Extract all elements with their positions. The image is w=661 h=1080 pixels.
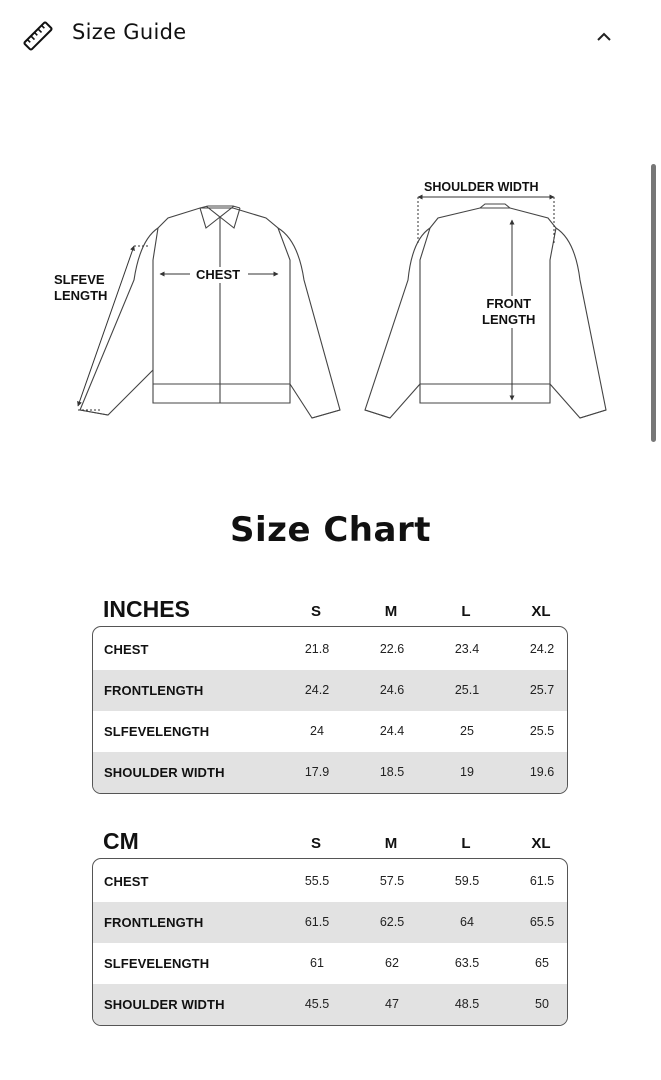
table-cell: 65 [535,956,549,970]
chevron-up-icon[interactable] [594,28,614,44]
row-label: FRONTLENGTH [104,683,204,698]
table-cell: 50 [535,997,549,1011]
table-cell: 48.5 [454,997,480,1011]
table-cell: 25.7 [529,683,555,697]
table-row [93,711,567,752]
table-cell: 25.1 [454,683,480,697]
table-cell: 64 [460,915,474,929]
table-cell: 45.5 [304,997,330,1011]
table-cell: 17.9 [304,765,330,779]
table-cell: 57.5 [379,874,405,888]
table-cell: 21.8 [304,642,330,656]
sleeve-length-label: SLFEVE LENGTH [54,272,108,303]
table-cell: 25 [460,724,474,738]
row-label: CHEST [104,874,149,889]
row-label: SLFEVELENGTH [104,956,210,971]
front-length-label: FRONT LENGTH [482,296,536,327]
table-cell: 47 [385,997,399,1011]
row-label: SHOULDER WIDTH [104,997,225,1012]
table-cell: 55.5 [304,874,330,888]
size-column-header: S [310,835,321,852]
scrollbar-thumb[interactable] [651,164,656,442]
table-row [93,670,567,711]
table-cell: 23.4 [454,642,480,656]
table-row [93,902,567,943]
table-cell: 25.5 [529,724,555,738]
table-cell: 19.6 [529,765,555,779]
table-row [93,861,567,902]
size-chart-title: Size Chart [230,510,431,550]
table-cell: 24.4 [379,724,405,738]
table-cell: 61.5 [529,874,555,888]
table-cell: 19 [460,765,474,779]
table-cell: 22.6 [379,642,405,656]
shoulder-width-label: SHOULDER WIDTH [424,180,539,194]
table-row [93,984,567,1025]
table-cell: 62 [385,956,399,970]
size-column-header: M [384,835,398,852]
size-guide-header[interactable] [0,0,661,70]
table-cell: 24.6 [379,683,405,697]
row-label: CHEST [104,642,149,657]
unit-label: CM [103,828,139,854]
size-column-header: M [384,603,398,620]
table-cell: 24.2 [529,642,555,656]
unit-label: INCHES [103,596,190,622]
table-cell: 24.2 [304,683,330,697]
measurement-table [92,626,568,794]
garment-measurement-diagram [40,170,620,440]
ruler-icon [22,20,54,52]
row-label: SLFEVELENGTH [104,724,210,739]
row-label: SHOULDER WIDTH [104,765,225,780]
table-cell: 61 [310,956,324,970]
row-label: FRONTLENGTH [104,915,204,930]
size-column-header: L [461,835,471,852]
size-column-header: XL [531,835,551,852]
table-cell: 24 [310,724,324,738]
size-column-header: S [310,603,321,620]
table-row [93,629,567,670]
table-cell: 59.5 [454,874,480,888]
table-cell: 63.5 [454,956,480,970]
size-column-header: XL [531,603,551,620]
size-guide-title: Size Guide [72,20,187,44]
chest-label: CHEST [196,267,241,282]
table-row [93,752,567,793]
table-cell: 18.5 [379,765,405,779]
size-column-header: L [461,603,471,620]
table-row [93,943,567,984]
measurement-table [92,858,568,1026]
table-cell: 62.5 [379,915,405,929]
table-cell: 65.5 [529,915,555,929]
table-cell: 61.5 [304,915,330,929]
